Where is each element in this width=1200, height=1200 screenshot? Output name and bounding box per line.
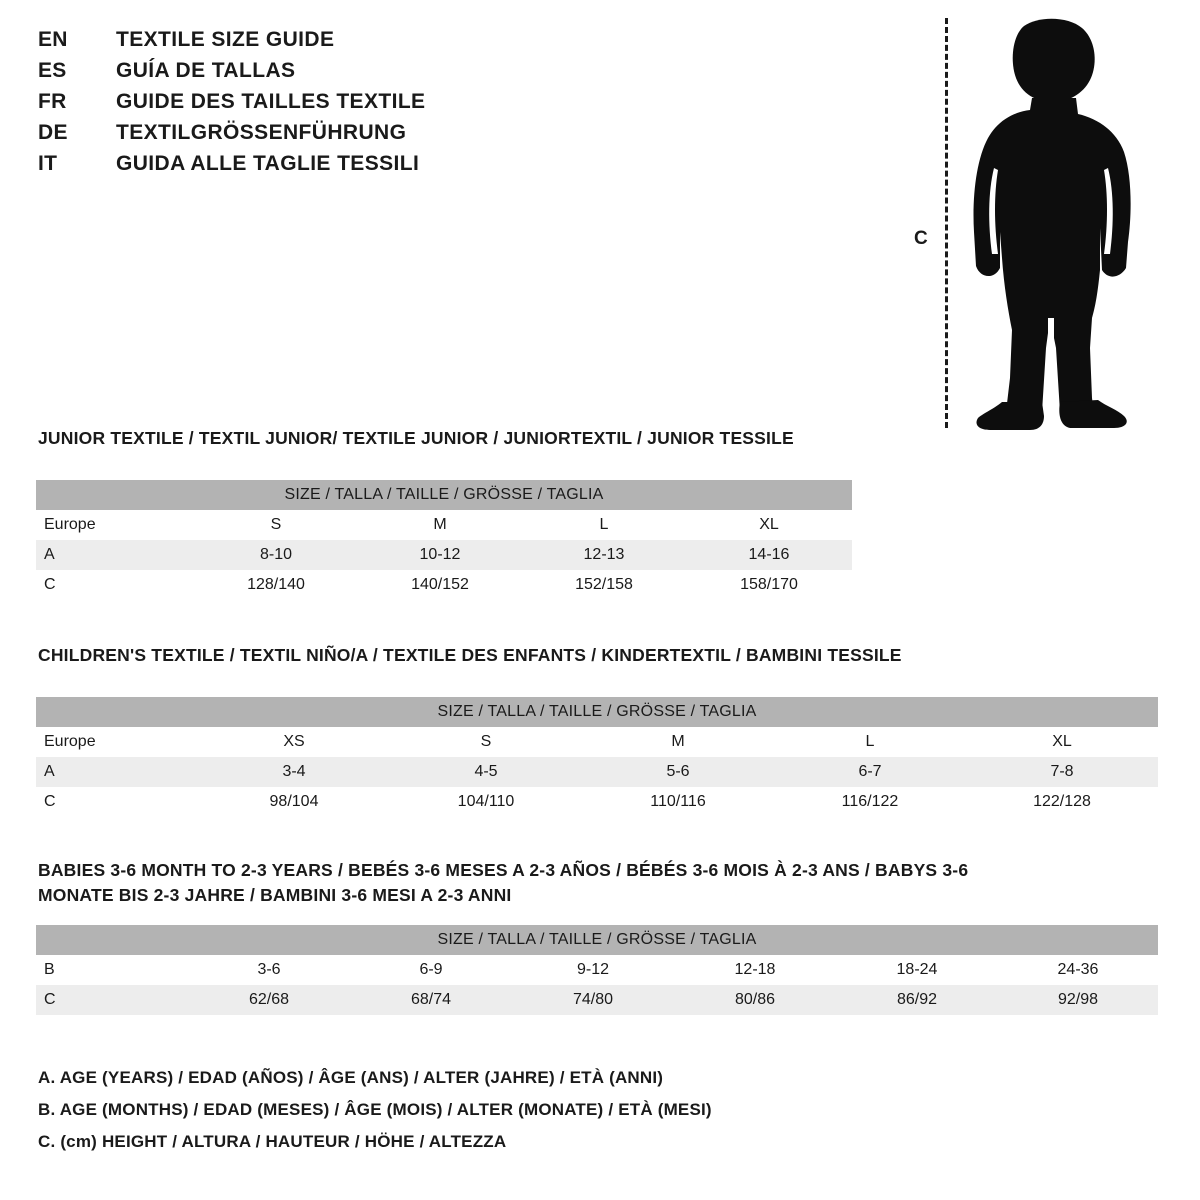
language-row — [38, 90, 598, 121]
value-cell: 116/122 — [841, 793, 899, 810]
value-cell: 62/68 — [248, 991, 290, 1008]
table-row — [36, 985, 1158, 1015]
row-label: A — [44, 763, 55, 780]
legend-line-height: C. (cm) HEIGHT / ALTURA / HAUTEUR / HÖHE / ALTEZZA — [38, 1132, 507, 1151]
row-label: C — [44, 793, 56, 810]
language-code: ES — [38, 59, 67, 82]
language-title-list — [38, 28, 598, 183]
table-row — [36, 727, 1158, 757]
table-header-row — [36, 697, 1158, 727]
value-cell: 9-12 — [576, 961, 610, 978]
table-header-row — [36, 925, 1158, 955]
row-label: B — [44, 961, 55, 978]
value-cell: 8-10 — [259, 546, 293, 563]
value-cell: 5-6 — [666, 763, 690, 780]
value-cell: 74/80 — [572, 991, 614, 1008]
value-cell: 6-9 — [419, 961, 443, 978]
language-code: DE — [38, 121, 68, 144]
language-row — [38, 28, 598, 59]
height-measure-label: C — [914, 228, 928, 249]
value-cell: 98/104 — [269, 793, 319, 810]
value-cell: 6-7 — [858, 763, 882, 780]
value-cell: 86/92 — [896, 991, 938, 1008]
value-cell: 80/86 — [734, 991, 776, 1008]
legend-block — [38, 1068, 1138, 1164]
language-row — [38, 152, 598, 183]
table-row — [36, 787, 1158, 817]
size-header-label: SIZE / TALLA / TAILLE / GRÖSSE / TAGLIA — [437, 703, 757, 720]
size-cell: M — [671, 733, 685, 750]
junior-size-table — [36, 480, 852, 600]
language-title: GUIDA ALLE TAGLIE TESSILI — [116, 152, 420, 175]
value-cell: 140/152 — [411, 576, 469, 593]
language-code: IT — [38, 152, 58, 175]
language-title: GUIDE DES TAILLES TEXTILE — [116, 90, 426, 113]
legend-line-age-years: A. AGE (YEARS) / EDAD (AÑOS) / ÂGE (ANS) / ALTER (JAHRE) / ETÀ (ANNI) — [38, 1068, 664, 1087]
height-dashed-line — [945, 18, 948, 428]
size-cell: S — [270, 516, 282, 533]
language-title: GUÍA DE TALLAS — [116, 59, 296, 82]
section-title-babies: BABIES 3-6 MONTH TO 2-3 YEARS / BEBÉS 3-6 MESES A 2-3 AÑOS / BÉBÉS 3-6 MOIS À 2-3 ANS / BABYS 3-6 MONATE BIS 2-3 JAHRE / BAMBINI 3-6 MESI A 2-3 ANNI — [38, 860, 969, 905]
section-title-junior: JUNIOR TEXTILE / TEXTIL JUNIOR/ TEXTILE JUNIOR / JUNIORTEXTIL / JUNIOR TESSILE — [38, 428, 794, 448]
value-cell: 110/116 — [650, 793, 706, 810]
language-title: TEXTILGRÖSSENFÜHRUNG — [116, 121, 407, 144]
region-label: Europe — [44, 733, 96, 750]
value-cell: 92/98 — [1057, 991, 1099, 1008]
row-label: C — [44, 991, 56, 1008]
section-title-children: CHILDREN'S TEXTILE / TEXTIL NIÑO/A / TEXTILE DES ENFANTS / KINDERTEXTIL / BAMBINI TESSILE — [38, 645, 902, 665]
table-row — [36, 955, 1158, 985]
size-cell: S — [480, 733, 492, 750]
value-cell: 3-6 — [257, 961, 281, 978]
language-title: TEXTILE SIZE GUIDE — [116, 28, 335, 51]
size-cell: XS — [283, 733, 305, 750]
table-row — [36, 540, 852, 570]
language-row — [38, 59, 598, 90]
size-cell: M — [433, 516, 447, 533]
value-cell: 12-18 — [734, 961, 776, 978]
value-cell: 24-36 — [1057, 961, 1099, 978]
value-cell: 68/74 — [410, 991, 452, 1008]
value-cell: 104/110 — [457, 793, 515, 810]
table-header-row — [36, 480, 852, 510]
language-code: FR — [38, 90, 67, 113]
babies-size-table — [36, 925, 1158, 1015]
value-cell: 18-24 — [896, 961, 938, 978]
value-cell: 158/170 — [740, 576, 798, 593]
value-cell: 122/128 — [1033, 793, 1091, 810]
size-cell: XL — [1052, 733, 1072, 750]
value-cell: 7-8 — [1050, 763, 1074, 780]
value-cell: 152/158 — [575, 576, 633, 593]
language-code: EN — [38, 28, 68, 51]
region-label: Europe — [44, 516, 96, 533]
size-cell: L — [599, 516, 609, 533]
table-row — [36, 510, 852, 540]
height-figure — [900, 10, 1160, 430]
row-label: C — [44, 576, 56, 593]
size-cell: L — [865, 733, 875, 750]
size-header-label: SIZE / TALLA / TAILLE / GRÖSSE / TAGLIA — [284, 486, 604, 503]
value-cell: 3-4 — [282, 763, 306, 780]
value-cell: 4-5 — [474, 763, 498, 780]
value-cell: 12-13 — [583, 546, 625, 563]
table-row — [36, 757, 1158, 787]
value-cell: 14-16 — [748, 546, 790, 563]
language-row — [38, 121, 598, 152]
children-size-table — [36, 697, 1158, 817]
row-label: A — [44, 546, 55, 563]
table-row — [36, 570, 852, 600]
size-header-label: SIZE / TALLA / TAILLE / GRÖSSE / TAGLIA — [437, 931, 757, 948]
value-cell: 10-12 — [419, 546, 461, 563]
value-cell: 128/140 — [247, 576, 305, 593]
size-cell: XL — [759, 516, 779, 533]
legend-line-age-months: B. AGE (MONTHS) / EDAD (MESES) / ÂGE (MOIS) / ALTER (MONATE) / ETÀ (MESI) — [38, 1100, 712, 1119]
child-silhouette-icon — [950, 18, 1150, 430]
